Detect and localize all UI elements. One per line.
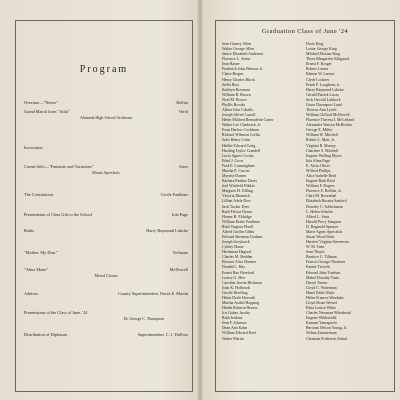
graduate-name: William F. Rogers bbox=[306, 184, 335, 189]
graduate-name: Robert Larsen bbox=[306, 67, 329, 72]
graduate-name: Dorothy C. Schlickman bbox=[306, 204, 343, 209]
graduate-name: Charlene S. Mitchell bbox=[306, 148, 339, 153]
graduate-name: Ruth Felicia Dyson bbox=[222, 209, 253, 214]
graduate-name: Victoria Dimmick bbox=[222, 194, 251, 199]
graduate-name: Lucia Agnes Crosby bbox=[222, 153, 254, 158]
graduate-name: Ethel J. Crow bbox=[222, 158, 244, 163]
graduate-name: Robert L. Mott, Jr. bbox=[306, 138, 335, 143]
graduate-name: Jules Henry Cohn bbox=[222, 138, 250, 143]
graduate-name: Myrette Daines bbox=[222, 174, 247, 179]
graduate-name: Helen Mildred Bernadette Carter bbox=[222, 118, 274, 123]
graduate-name: Wilma Zimmerman bbox=[306, 331, 337, 336]
graduate-name: Harding Taylor Crandell bbox=[222, 148, 261, 153]
program-item-title: Address bbox=[24, 291, 39, 296]
graduate-name: Wilfred Phillips bbox=[306, 168, 331, 173]
graduate-name: George E. Miller bbox=[306, 128, 333, 133]
program-item-title: Distribution of Diplomas bbox=[24, 332, 68, 337]
graduate-name: Harold Percy Simpson bbox=[306, 219, 342, 224]
graduate-name: Ernest F. Kroger bbox=[306, 62, 332, 67]
graduate-name: Stuart Wood Stein bbox=[306, 234, 335, 239]
program-item-subline: Mixed Chorus bbox=[94, 272, 118, 278]
graduate-name: Francis George Thornton bbox=[306, 260, 346, 265]
graduation-class-title: Graduation Class of June '24 bbox=[261, 28, 349, 35]
graduate-name: Mabel Dorothy Turin bbox=[306, 275, 340, 280]
graduate-name: Doris King bbox=[306, 42, 324, 46]
graduate-name: Frank F. Loughran, Jr. bbox=[306, 82, 341, 87]
program-item bbox=[24, 332, 188, 338]
graduate-name: Helen Dorle Horvath bbox=[222, 295, 255, 300]
program-item-performer: Bellini bbox=[176, 100, 188, 105]
program-item-performer: Cecile Faulkner bbox=[160, 192, 188, 197]
graduate-name: Eleanor Alice Hartner bbox=[222, 260, 257, 265]
graduate-name: Gerald Patrick Lucas bbox=[306, 92, 339, 97]
graduate-name: William Drake Faulkner bbox=[222, 219, 260, 224]
graduate-name: Jean Thayer bbox=[306, 250, 325, 255]
graduate-name: Thora Margarette Klitgaard bbox=[306, 57, 349, 62]
graduate-name: Joseph Alfred Carroll bbox=[222, 113, 256, 118]
graduate-name: Fred E. Cunningham bbox=[222, 163, 255, 168]
program-item-title: Cornet Solo—"Fantaisie and Variations" bbox=[24, 164, 94, 169]
graduate-name: Barbara Pauline Davis bbox=[222, 179, 258, 184]
graduate-name: Frederick John Benson, Jr. bbox=[222, 67, 264, 72]
graduate-name: Hedda Roberta Horton bbox=[222, 306, 258, 311]
program-item-subline: Morris Sprechols bbox=[92, 169, 120, 175]
graduate-name: Lillian Adele Dow bbox=[222, 199, 251, 204]
graduate-name: Charles Newman Whitehead bbox=[306, 311, 351, 316]
graduate-name: Homer R. Eldridge bbox=[222, 214, 252, 219]
graduate-name: Alice Isabelle Reid bbox=[306, 174, 336, 179]
graduate-name: Hallett Edward Craig bbox=[222, 143, 256, 148]
graduate-name: Eugene Welling Myers bbox=[306, 153, 342, 158]
graduate-name: Iola Alma Page bbox=[306, 158, 330, 163]
graduate-name: Darryl Turner bbox=[306, 280, 328, 285]
graduate-name: Bertram Nelson Young, Jr. bbox=[306, 326, 348, 331]
graduate-name: L. Helen Schulze bbox=[306, 209, 333, 214]
graduate-name: Charles M. Hedden bbox=[222, 255, 253, 260]
graduate-name: Theresa Ann Lynch bbox=[306, 108, 337, 113]
graduate-name: Ernest Ray Hereford bbox=[222, 270, 255, 275]
graduate-name: Hershman Hagood bbox=[222, 250, 252, 255]
graduate-name: Harriett Virginia Stevenson bbox=[306, 240, 349, 245]
program-item-performer: Verdi bbox=[178, 109, 188, 114]
program-item-subline: Dr. George C. Thompson bbox=[123, 315, 164, 321]
program-item bbox=[24, 267, 188, 278]
graduate-name: Lester George King bbox=[306, 47, 337, 52]
graduate-name: Eugene Wilderfield bbox=[306, 316, 337, 321]
graduate-name: Phyllis Brooks bbox=[222, 102, 246, 107]
graduate-name: Eugene Ruth Reid bbox=[306, 179, 335, 184]
graduate-name: Walter George Allen bbox=[222, 47, 255, 52]
graduate-name: William Clifford McDowell bbox=[306, 113, 350, 118]
graduate-name: Joel Winfield Dikkin bbox=[222, 184, 255, 189]
program-item bbox=[24, 212, 188, 218]
graduate-name: Kazumi Yamaguchi bbox=[306, 321, 337, 326]
graduate-name: Iris Gabey Jacoby bbox=[222, 311, 251, 316]
program-page bbox=[0, 0, 198, 400]
graduate-name: Louise G. Herr bbox=[222, 275, 246, 280]
graduate-name: Edward Sherman Graham bbox=[222, 234, 263, 239]
program-item bbox=[24, 228, 188, 234]
graduate-name: Walter Martin bbox=[222, 336, 244, 341]
program-item-title: Presentation of the Class of June, '24 bbox=[24, 310, 88, 315]
graduate-name: Albert John Caballo bbox=[222, 108, 254, 113]
graduate-name: Beatrice C. Tillman bbox=[306, 255, 337, 260]
graduate-name: Richard Wilmont Coffin bbox=[222, 133, 260, 138]
graduate-name: Edna Louise White bbox=[306, 306, 336, 311]
graduate-name: Clara M. Rosenthal bbox=[306, 194, 337, 199]
graduate-name: D. Reginald Spencer bbox=[306, 224, 339, 229]
program-item bbox=[24, 164, 188, 175]
program-item-title: Overture—"Nemo" bbox=[24, 100, 58, 105]
graduate-name: Stella Bost bbox=[222, 82, 239, 87]
program-item-performer: Iola Page bbox=[171, 212, 188, 217]
graduate-name: Lloyd Sloan Wessel bbox=[306, 300, 337, 305]
program-item-title: The Constitution bbox=[24, 192, 54, 197]
program-item-subline: Alameda High School Orchestra bbox=[79, 114, 133, 120]
graduate-name: Evan Harlow Cockburn bbox=[222, 128, 259, 133]
program-item bbox=[24, 310, 188, 321]
program-item-performer: County Superintendent, David E. Martin bbox=[118, 291, 188, 296]
graduate-name: Alfred Griffin Gibbs bbox=[222, 229, 255, 234]
graduate-name: Janice Elizabeth Anderson bbox=[222, 52, 264, 57]
program-title: Program bbox=[79, 64, 129, 75]
graduate-name: Martha E. Currier bbox=[222, 168, 250, 173]
graduate-name: William R. Brown bbox=[222, 92, 251, 97]
program-item-title: Invocation. bbox=[24, 145, 44, 150]
graduate-name: Jean F. Johnson bbox=[222, 321, 247, 326]
graduate-name: W. M. Tenn bbox=[306, 245, 325, 250]
program-item bbox=[24, 192, 188, 198]
graduate-name: E. Alvin Oliver bbox=[306, 163, 330, 168]
program-item bbox=[24, 100, 188, 106]
graduate-name: Helen Frances Weaduke bbox=[306, 295, 344, 300]
graduate-name: Cyhley Haase bbox=[222, 245, 244, 250]
graduate-name: Christian Frederick Zehnd bbox=[306, 336, 348, 341]
graduate-name: Alexander Watson McRitchie bbox=[306, 123, 353, 128]
graduate-name: Kathryn Bowman bbox=[222, 87, 250, 92]
graduate-name: Jean Bayne bbox=[222, 62, 240, 67]
program-item bbox=[24, 145, 188, 151]
graduate-name: Harry Raymond Lubcke bbox=[306, 87, 344, 92]
program-item-performer: Treharne bbox=[172, 250, 188, 255]
program-item-performer: McDowell bbox=[169, 267, 188, 272]
graduate-name: Claire Berges bbox=[222, 72, 244, 77]
program-item bbox=[24, 109, 188, 120]
graduate-name: Donald L. Hay bbox=[222, 265, 246, 270]
graduate-name: Alfred L. Sims bbox=[306, 214, 330, 219]
graduate-name: Clyde Lockner bbox=[306, 77, 330, 82]
graduate-name: Jack Oswald Lubbock bbox=[306, 97, 341, 102]
graduate-name: Edmon W. Larsen bbox=[306, 72, 334, 77]
program-item-performer: Artes bbox=[178, 164, 188, 169]
graduate-name: Ruth Jenkins bbox=[222, 316, 243, 321]
program-item-title: "Mother. My Dear" bbox=[24, 250, 58, 255]
program-item-title: Presentation of Class Gift to the School bbox=[24, 212, 93, 217]
graduate-name: Caroline Jeretta Hickman bbox=[222, 280, 262, 285]
graduate-name: Jean Chaney Allen bbox=[222, 42, 252, 46]
graduate-name: John K. Holbrook bbox=[222, 285, 250, 290]
graduate-name: Florence Theresa I. McLelland bbox=[306, 118, 355, 123]
program-item-title: Grand March from "Aida" bbox=[24, 109, 70, 114]
graduate-name: Geoffe Hoefling bbox=[222, 290, 248, 295]
graduate-name: Dean Ann Kahn bbox=[222, 326, 248, 331]
graduate-name: Walter Lee Chadwick, Jr. bbox=[222, 123, 262, 128]
graduate-name: William W. Mitchell bbox=[306, 133, 338, 138]
graduate-name: Grace Davenport Lund bbox=[306, 102, 342, 107]
graduate-name: Florence L. Arena bbox=[222, 57, 251, 62]
graduate-name: Martha Arabel Hopping bbox=[222, 300, 260, 305]
graduates-page bbox=[202, 0, 400, 400]
graduate-name: Mildred Maxine King bbox=[306, 52, 341, 57]
graduate-name: William Edward Keef bbox=[222, 331, 257, 336]
program-item bbox=[24, 250, 188, 256]
graduate-name: Ruth Virginia Fluell bbox=[222, 224, 254, 229]
graduate-name: Edward John Truebart bbox=[306, 270, 341, 275]
graduate-name: Virginia R. Murray bbox=[306, 143, 336, 148]
graduate-name: Hazel Edith Waite bbox=[306, 290, 335, 295]
program-item bbox=[24, 291, 188, 297]
graduate-name: Henry Charles Block bbox=[222, 77, 255, 82]
program-item-performer: Superintendent, C. J. DuFour bbox=[137, 332, 188, 337]
graduate-name: Jack Tucker Dyer bbox=[222, 204, 250, 209]
program-item-title: Radio bbox=[24, 228, 35, 233]
graduate-column-1 bbox=[222, 42, 304, 342]
program-item-performer: Harry Raymond Lubcke bbox=[146, 228, 188, 233]
graduate-name: Joseph Greyhawk bbox=[222, 240, 250, 245]
graduate-name: Fannie Trowels bbox=[306, 265, 331, 270]
graduate-name: Elizabeth Rosetta Sanford bbox=[306, 199, 347, 204]
graduate-name: Lloyd C. Waterman bbox=[306, 285, 337, 290]
graduate-name: Noel M. Brown bbox=[222, 97, 247, 102]
program-item-title: "Alma Mater" bbox=[24, 267, 49, 272]
graduate-name: Margaret H. Dilling bbox=[222, 189, 253, 194]
graduate-name: Marie Agnes Sprechols bbox=[306, 229, 343, 234]
graduate-name: Florence E. Rollins, Jr. bbox=[306, 189, 342, 194]
graduate-column-2 bbox=[306, 42, 388, 342]
